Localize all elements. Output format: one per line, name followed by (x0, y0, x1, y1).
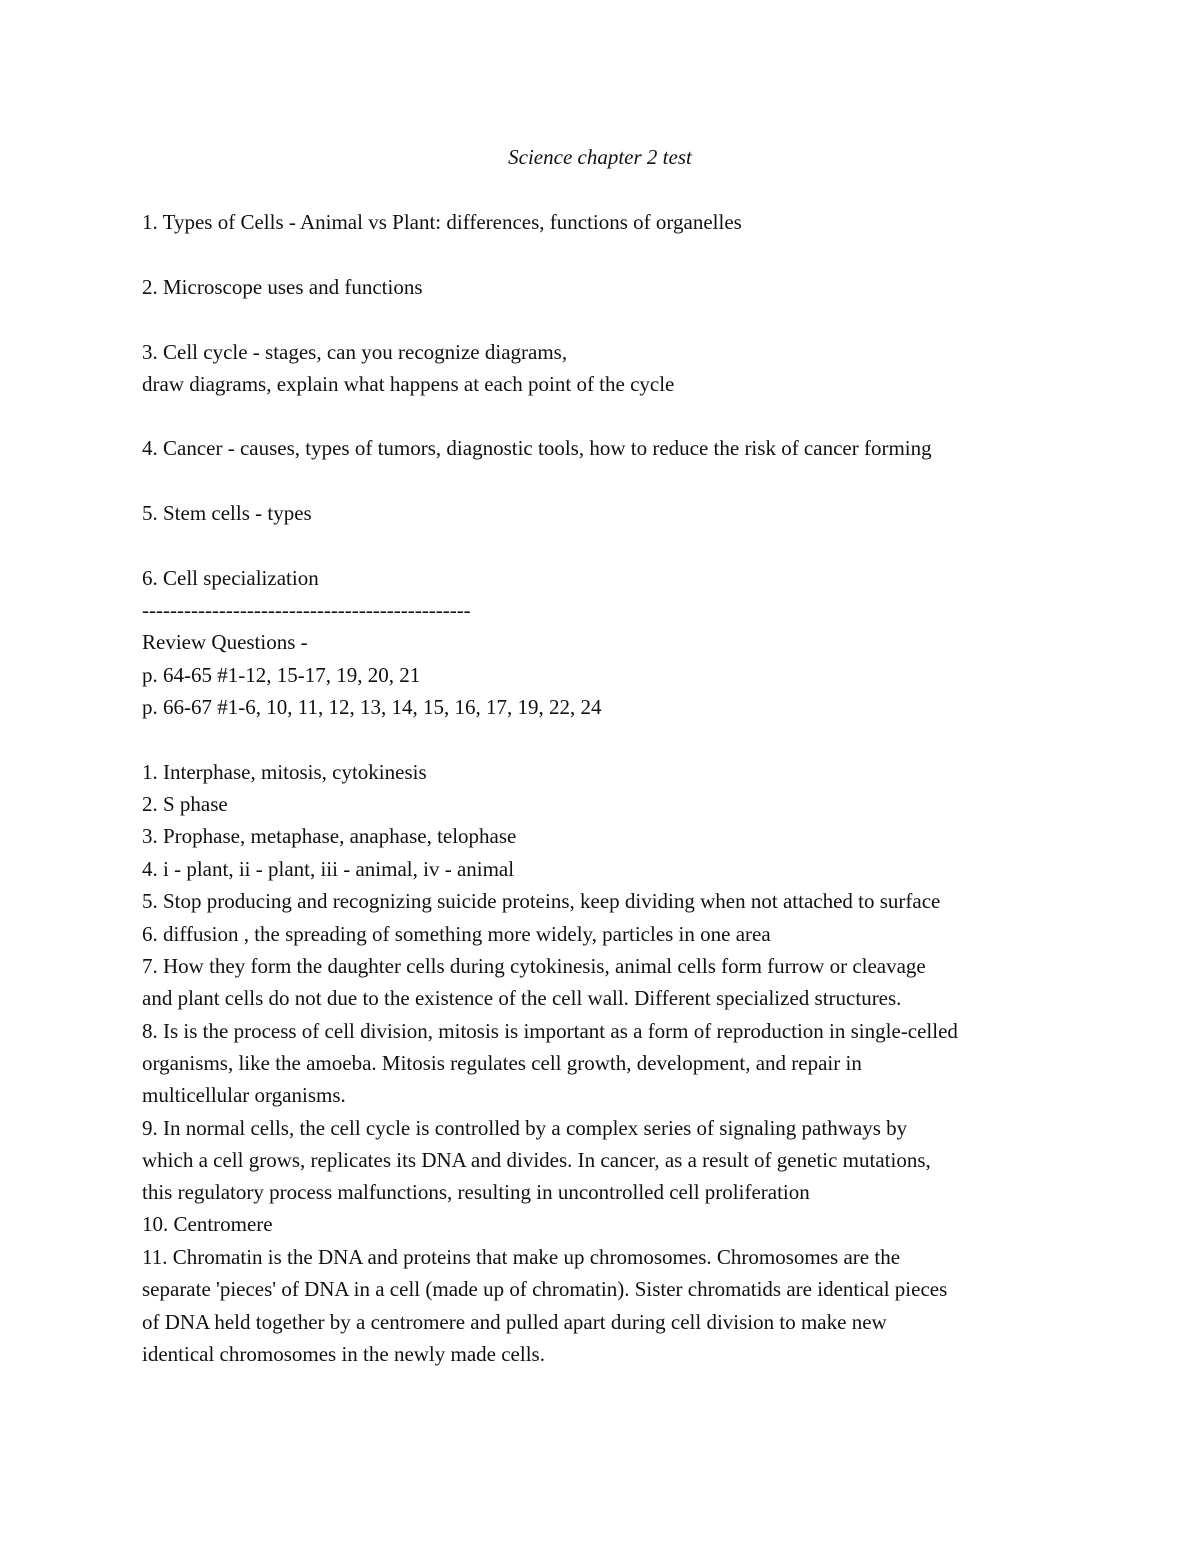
answer-line: 8. Is is the process of cell division, mitosis is important as a form of reproduction in single-celled (142, 1019, 958, 1043)
topic-line: 4. Cancer - causes, types of tumors, diagnostic tools, how to reduce the risk of cancer forming (142, 436, 932, 460)
topic-line: 6. Cell specialization (142, 566, 319, 590)
section-divider: ----------------------------------------------- (142, 598, 471, 622)
answer-line: multicellular organisms. (142, 1083, 346, 1107)
answer-line: of DNA held together by a centromere and pulled apart during cell division to make new (142, 1310, 887, 1334)
answer-line: which a cell grows, replicates its DNA and divides. In cancer, as a result of genetic mutations, (142, 1148, 931, 1172)
topic-line: 2. Microscope uses and functions (142, 275, 423, 299)
answer-line: identical chromosomes in the newly made cells. (142, 1342, 545, 1366)
answer-line: 5. Stop producing and recognizing suicide proteins, keep dividing when not attached to surface (142, 889, 941, 913)
topic-line: 5. Stem cells - types (142, 501, 312, 525)
answer-line: separate 'pieces' of DNA in a cell (made up of chromatin). Sister chromatids are identical pieces (142, 1277, 948, 1301)
answer-line: 7. How they form the daughter cells during cytokinesis, animal cells form furrow or cleavage (142, 954, 926, 978)
answer-line: 10. Centromere (142, 1212, 273, 1236)
answer-line: 4. i - plant, ii - plant, iii - animal, iv - animal (142, 857, 515, 881)
answer-line: 1. Interphase, mitosis, cytokinesis (142, 760, 427, 784)
answer-line: 11. Chromatin is the DNA and proteins that make up chromosomes. Chromosomes are the (142, 1245, 901, 1269)
review-pages-line: p. 66-67 #1-6, 10, 11, 12, 13, 14, 15, 16, 17, 19, 22, 24 (142, 695, 602, 719)
answer-line: 3. Prophase, metaphase, anaphase, telophase (142, 824, 517, 848)
answer-line: this regulatory process malfunctions, resulting in uncontrolled cell proliferation (142, 1180, 810, 1204)
topic-line: 1. Types of Cells - Animal vs Plant: differences, functions of organelles (142, 210, 742, 234)
answer-line: 9. In normal cells, the cell cycle is controlled by a complex series of signaling pathways by (142, 1116, 908, 1140)
answer-line: and plant cells do not due to the existence of the cell wall. Different specialized structures. (142, 986, 902, 1010)
document-title: Science chapter 2 test (508, 145, 692, 169)
answer-line: 6. diffusion , the spreading of something more widely, particles in one area (142, 922, 771, 946)
answer-line: 2. S phase (142, 792, 228, 816)
review-heading: Review Questions - (142, 630, 308, 654)
answer-line: organisms, like the amoeba. Mitosis regulates cell growth, development, and repair in (142, 1051, 862, 1075)
topic-line: draw diagrams, explain what happens at each point of the cycle (142, 372, 675, 396)
review-pages-line: p. 64-65 #1-12, 15-17, 19, 20, 21 (142, 663, 421, 687)
topic-line: 3. Cell cycle - stages, can you recognize diagrams, (142, 340, 568, 364)
